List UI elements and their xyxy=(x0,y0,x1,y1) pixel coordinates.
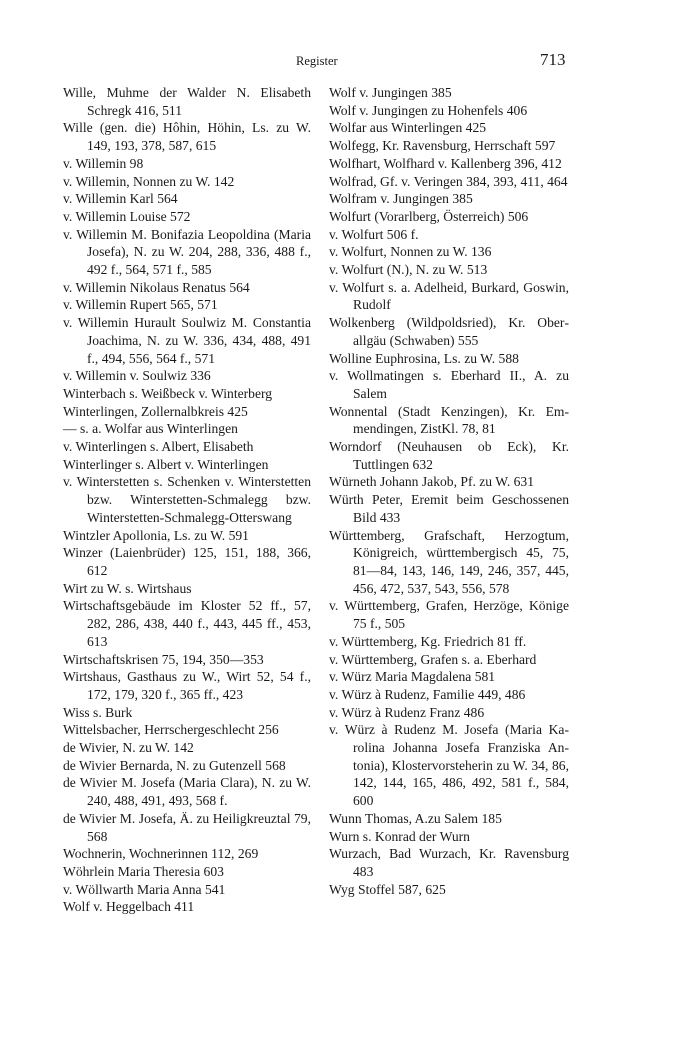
index-entry: v. Willemin Rupert 565, 571 xyxy=(63,297,218,313)
index-entry: v. Willemin v. Soulwiz 336 xyxy=(63,368,211,384)
index-entry: v. Wolfurt (N.), N. zu W. 513 xyxy=(329,262,488,278)
index-entry: de Wivier M. Josefa (Maria Clara), N. zu W. 240, 488, 491, 493, 568 f. xyxy=(63,775,311,809)
index-entry: v. Willemin M. Bonifazia Leopoldina (Maria Josefa), N. zu W. 204, 288, 336, 488 f., 492 f., 564, 571 f., 585 xyxy=(63,226,311,278)
index-entry: v. Willemin, Nonnen zu W. 142 xyxy=(63,173,235,189)
index-entry: Wolkenberg (Wildpoldsried), Kr. Oberallgäu (Schwaben) 555 xyxy=(329,315,569,348)
index-entry: Wolf v. Heggelbach 411 xyxy=(63,899,195,915)
index-entry: Wolline Euphrosina, Ls. zu W. 588 xyxy=(329,350,519,366)
page-header xyxy=(0,50,700,74)
index-entry: v. Würz Maria Magdalena 581 xyxy=(329,669,496,685)
index-entry: Wolfhart, Wolfhard v. Kallenberg 396, 412 xyxy=(329,155,562,171)
index-entry: Wirt zu W. s. Wirtshaus xyxy=(63,580,192,596)
index-entry: Württemberg, Grafschaft, Herzogtum, Königreich, württembergisch 45, 75, 81—84, 143, 146, 149, 246, 357, 445, 456, 472, 537, 543, 556, 578 xyxy=(329,527,569,596)
index-entry: Wille (gen. die) Hôhin, Höhin, Ls. zu W. 149, 193, 378, 587, 615 xyxy=(63,120,311,154)
index-entry: de Wivier M. Josefa, Ä. zu Heiligkreuztal 79, 568 xyxy=(63,810,311,844)
index-column-right xyxy=(329,84,569,898)
index-entry: Wirtschaftskrisen 75, 194, 350—353 xyxy=(63,651,264,667)
index-entry: Wolf v. Jungingen zu Hohenfels 406 xyxy=(329,102,528,118)
index-entry: Wolfurt (Vorarlberg, Österreich) 506 xyxy=(329,208,529,224)
index-entry: Wittelsbacher, Herrschergeschlecht 256 xyxy=(63,722,279,738)
index-entry: v. Willemin Louise 572 xyxy=(63,208,191,224)
index-entry: v. Württemberg, Grafen s. a. Eberhard xyxy=(329,651,537,667)
index-entry: Wurzach, Bad Wurzach, Kr. Ravensburg 483 xyxy=(329,846,569,879)
index-entry: Wolfar aus Winterlingen 425 xyxy=(329,120,487,136)
index-entry: Wille, Muhme der Walder N. Elisabeth Schregk 416, 511 xyxy=(63,85,311,118)
index-entry: v. Württemberg, Kg. Friedrich 81 ff. xyxy=(329,633,527,649)
index-entry: v. Wolfurt, Nonnen zu W. 136 xyxy=(329,244,492,260)
index-entry: Wirtschaftsgebäude im Kloster 52 ff., 57, 282, 286, 438, 440 f., 443, 445 ff., 453, 613 xyxy=(63,598,311,649)
index-entry: Wolfram v. Jungingen 385 xyxy=(329,191,473,207)
index-entry: Wochnerin, Wochnerinnen 112, 269 xyxy=(63,846,259,862)
index-entry: v. Willemin 98 xyxy=(63,155,144,171)
index-entry: Worndorf (Neuhausen ob Eck), Kr. Tuttlingen 632 xyxy=(329,439,569,472)
index-entry: v. Württemberg, Grafen, Herzöge, Könige 75 f., 505 xyxy=(329,598,569,632)
index-entry: Wirtshaus, Gasthaus zu W., Wirt 52, 54 f., 172, 179, 320 f., 365 ff., 423 xyxy=(63,669,311,702)
index-entry: v. Würz à Rudenz Franz 486 xyxy=(329,704,485,720)
index-entry: v. Wolfurt 506 f. xyxy=(329,226,419,242)
index-entry: v. Würz à Rudenz, Familie 449, 486 xyxy=(329,686,526,702)
index-entry: Wiss s. Burk xyxy=(63,704,133,720)
index-entry: Wolf v. Jungingen 385 xyxy=(329,85,452,100)
index-entry: Wyg Stoffel 587, 625 xyxy=(329,881,446,897)
index-entry: Winterlingen, Zollernalbkreis 425 xyxy=(63,403,248,419)
index-entry: Wolfrad, Gf. v. Veringen 384, 393, 411, 464 xyxy=(329,173,568,189)
index-entry: v. Willemin Nikolaus Renatus 564 xyxy=(63,279,250,295)
index-entry: v. Wöllwarth Maria Anna 541 xyxy=(63,881,226,897)
index-entry: v. Willemin Karl 564 xyxy=(63,191,178,207)
index-entry: Winterbach s. Weißbeck v. Winterberg xyxy=(63,385,273,401)
index-entry: Winterlinger s. Albert v. Winterlingen xyxy=(63,456,269,472)
index-entry: Wöhrlein Maria Theresia 603 xyxy=(63,863,224,879)
index-entry: v. Willemin Hurault Soulwiz M. Constantia Joachima, N. zu W. 336, 434, 488, 491 f., 494, 556, 564 f., 571 xyxy=(63,315,311,366)
index-entry: v. Wollmatingen s. Eberhard II., A. zu Salem xyxy=(329,368,569,401)
index-entry: de Wivier Bernarda, N. zu Gutenzell 568 xyxy=(63,757,286,773)
running-head: Register xyxy=(296,54,338,68)
index-entry: Wolfegg, Kr. Ravensburg, Herrschaft 597 xyxy=(329,138,556,154)
index-entry: Winzer (Laienbrüder) 125, 151, 188, 366, 612 xyxy=(63,545,311,578)
index-entry: v. Würz à Rudenz M. Josefa (Maria Karolina Johanna Josefa Franziska Antonia), Klostervorsteherin zu W. 34, 86, 142, 144, 165, 486, 492, 581 f., 584, 600 xyxy=(329,722,569,809)
index-entry: Würneth Johann Jakob, Pf. zu W. 631 xyxy=(329,474,535,490)
index-entry: v. Winterstetten s. Schenken v. Winterstetten bzw. Winterstetten-Schmalegg bzw. Winterstetten-Schmalegg-Otterswang xyxy=(63,474,311,525)
index-entry: Wunn Thomas, A.zu Salem 185 xyxy=(329,810,502,826)
index-entry: — s. a. Wolfar aus Winterlingen xyxy=(63,421,238,437)
index-entry: Wurn s. Konrad der Wurn xyxy=(329,828,470,844)
index-entry: Wintzler Apollonia, Ls. zu W. 591 xyxy=(63,527,249,543)
index-column-left xyxy=(63,84,311,916)
index-entry: de Wivier, N. zu W. 142 xyxy=(63,740,194,756)
index-entry: v. Wolfurt s. a. Adelheid, Burkard, Goswin, Rudolf xyxy=(329,279,569,313)
index-entry: v. Winterlingen s. Albert, Elisabeth xyxy=(63,439,254,455)
index-entry: Wonnental (Stadt Kenzingen), Kr. Emmendingen, ZistKl. 78, 81 xyxy=(329,403,569,437)
index-entry: Würth Peter, Eremit beim Geschossenen Bild 433 xyxy=(329,492,569,525)
page-number: 713 xyxy=(540,50,566,69)
